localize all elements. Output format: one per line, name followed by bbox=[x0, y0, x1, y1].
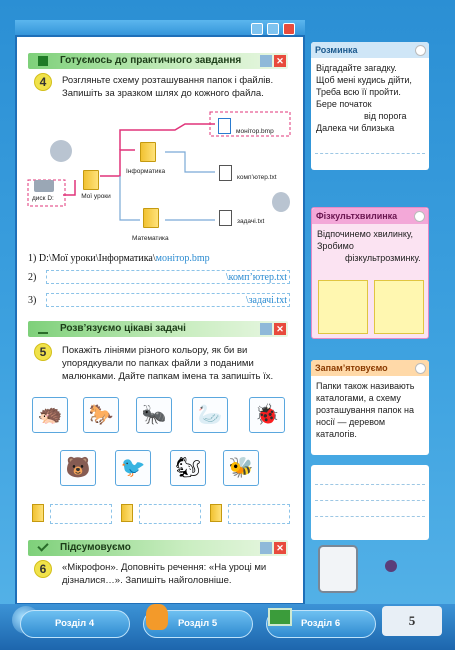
phys-body bbox=[312, 224, 428, 268]
folder-name-field[interactable] bbox=[139, 504, 201, 524]
diagram-label-file3: задачі.txt bbox=[237, 218, 265, 225]
image-file-icon bbox=[218, 118, 231, 134]
text-file-icon bbox=[219, 165, 232, 181]
riddle-line: Бере початок bbox=[316, 99, 372, 109]
diagram-label-file1: монітор.bmp bbox=[236, 128, 274, 135]
monitor-icon bbox=[268, 608, 292, 626]
warmup-body bbox=[311, 58, 429, 138]
remember-body: Папки також називають каталогами, а схему розташування папок на носії — деревом каталогів. bbox=[316, 381, 415, 439]
squirrel-icon: 🐿 bbox=[170, 450, 206, 486]
cat-mascot-icon bbox=[146, 604, 168, 630]
path-file: монітор.bmp bbox=[155, 253, 210, 264]
exercise-figure-icon bbox=[374, 280, 424, 334]
folder-icon bbox=[121, 504, 133, 522]
phys-line: Зробимо bbox=[317, 241, 354, 251]
answer-line[interactable] bbox=[315, 485, 425, 501]
bird-icon: 🐦 bbox=[115, 450, 151, 486]
close-icon[interactable]: ✕ bbox=[274, 323, 286, 335]
path-number: 1) bbox=[28, 253, 37, 264]
diagram-label-my-lessons: Мої уроки bbox=[81, 193, 111, 200]
disk-icon bbox=[34, 180, 54, 192]
path-file: \комп’ютер.txt bbox=[225, 272, 287, 283]
info-icon bbox=[415, 363, 426, 374]
phys-card bbox=[311, 207, 429, 339]
path-text: D:\Мої уроки\Інформатика\ bbox=[38, 253, 156, 264]
mouse-mascot-icon bbox=[272, 192, 290, 212]
phys-line: Відпочинемо хвилинку, bbox=[317, 229, 414, 239]
path-1 bbox=[28, 253, 210, 264]
diagram-label-file2: комп’ютер.txt bbox=[237, 174, 277, 181]
minimize-icon[interactable] bbox=[260, 542, 272, 554]
hedgehog-icon: 🦔 bbox=[32, 397, 68, 433]
riddle-line: від порога bbox=[364, 111, 407, 121]
riddle-line: Далека чи близька bbox=[316, 123, 395, 133]
minimize-icon[interactable] bbox=[260, 323, 272, 335]
green-square-icon bbox=[38, 56, 48, 66]
section-bar-summary bbox=[28, 540, 288, 556]
folder-name-field[interactable] bbox=[50, 504, 112, 524]
page-number: 5 bbox=[382, 606, 442, 636]
phys-line: фізкультрозминку. bbox=[345, 253, 421, 263]
task-text: Розгляньте схему розташування папок і файлів. Запишіть за зразком шлях до кожного файла. bbox=[62, 75, 274, 99]
path-3-field[interactable] bbox=[46, 293, 290, 307]
warmup-header bbox=[311, 42, 429, 58]
task-number: 5 bbox=[34, 343, 52, 361]
phys-header bbox=[312, 208, 428, 224]
pencil-icon bbox=[38, 324, 48, 334]
task-number: 4 bbox=[34, 73, 52, 91]
warmup-card bbox=[311, 42, 429, 170]
maximize-icon[interactable] bbox=[267, 23, 279, 35]
riddle-line: Треба всю її пройти. bbox=[316, 87, 401, 97]
tab-section-4[interactable] bbox=[20, 610, 130, 638]
diagram-label-math: Математика bbox=[132, 235, 169, 242]
diagram-label-disk: диск D: bbox=[32, 195, 54, 202]
folder-icon bbox=[32, 504, 44, 522]
path-number: 3) bbox=[28, 295, 37, 306]
answer-line[interactable] bbox=[315, 138, 425, 154]
microphone-icon bbox=[385, 560, 397, 572]
goose-icon: 🦢 bbox=[192, 397, 228, 433]
info-icon bbox=[414, 211, 425, 222]
minimize-icon[interactable] bbox=[260, 55, 272, 67]
folder-icon bbox=[210, 504, 222, 522]
phys-title: Фізкультхвилинка bbox=[316, 211, 398, 221]
path-number: 2) bbox=[28, 272, 37, 283]
notes-card bbox=[311, 465, 429, 540]
path-2-field[interactable] bbox=[46, 270, 290, 284]
close-icon[interactable]: ✕ bbox=[274, 55, 286, 67]
bees-icon: 🐝 bbox=[223, 450, 259, 486]
remember-header bbox=[311, 360, 429, 376]
text-file-icon bbox=[219, 210, 232, 226]
task-text: Покажіть лініями різного кольору, як би ви упорядкували по папках файли з поданими малюнками. Дайте папкам імена та запишіть їх. bbox=[62, 345, 274, 382]
answer-line[interactable] bbox=[315, 501, 425, 517]
tab-label: Розділ 5 bbox=[178, 618, 218, 629]
section-title: Готуємось до практичного завдання bbox=[60, 55, 242, 66]
diagram-label-informatics: Інформатика bbox=[126, 168, 166, 175]
horses-icon: 🐎 bbox=[83, 397, 119, 433]
task-text: «Мікрофон». Доповніть речення: «На уроці ми дізналися…». Запишіть найголовніше. bbox=[62, 562, 267, 586]
mouse-mascot-icon bbox=[50, 140, 72, 162]
path-file: \задачі.txt bbox=[245, 295, 287, 306]
riddle-line: Щоб мені кудись дійти, bbox=[316, 75, 412, 85]
checkmark-icon bbox=[37, 540, 48, 551]
task-number: 6 bbox=[34, 560, 52, 578]
tablet-mascot-icon bbox=[318, 545, 358, 593]
folder-icon bbox=[143, 208, 159, 228]
section-bar-puzzles bbox=[28, 321, 288, 337]
folder-icon bbox=[140, 142, 156, 162]
bear-icon: 🐻 bbox=[60, 450, 96, 486]
folder-name-field[interactable] bbox=[228, 504, 290, 524]
minimize-icon[interactable] bbox=[251, 23, 263, 35]
folder-icon bbox=[83, 170, 99, 190]
remember-title: Запам’ятовуємо bbox=[315, 363, 388, 373]
exercise-figure-icon bbox=[318, 280, 368, 334]
info-icon bbox=[415, 45, 426, 56]
ants-icon: 🐜 bbox=[136, 397, 172, 433]
close-icon[interactable]: ✕ bbox=[274, 542, 286, 554]
tab-label: Розділ 6 bbox=[301, 618, 341, 629]
tab-label: Розділ 4 bbox=[55, 618, 95, 629]
section-title: Підсумовуємо bbox=[60, 542, 131, 553]
remember-card bbox=[311, 360, 429, 455]
section-bar-prep bbox=[28, 53, 288, 69]
answer-line[interactable] bbox=[315, 469, 425, 485]
warmup-title: Розминка bbox=[315, 45, 358, 55]
bugs-icon: 🐞 bbox=[249, 397, 285, 433]
close-icon[interactable] bbox=[283, 23, 295, 35]
warmup-text: Відгадайте загадку. bbox=[316, 63, 397, 73]
section-title: Розв’язуємо цікаві задачі bbox=[60, 323, 186, 334]
